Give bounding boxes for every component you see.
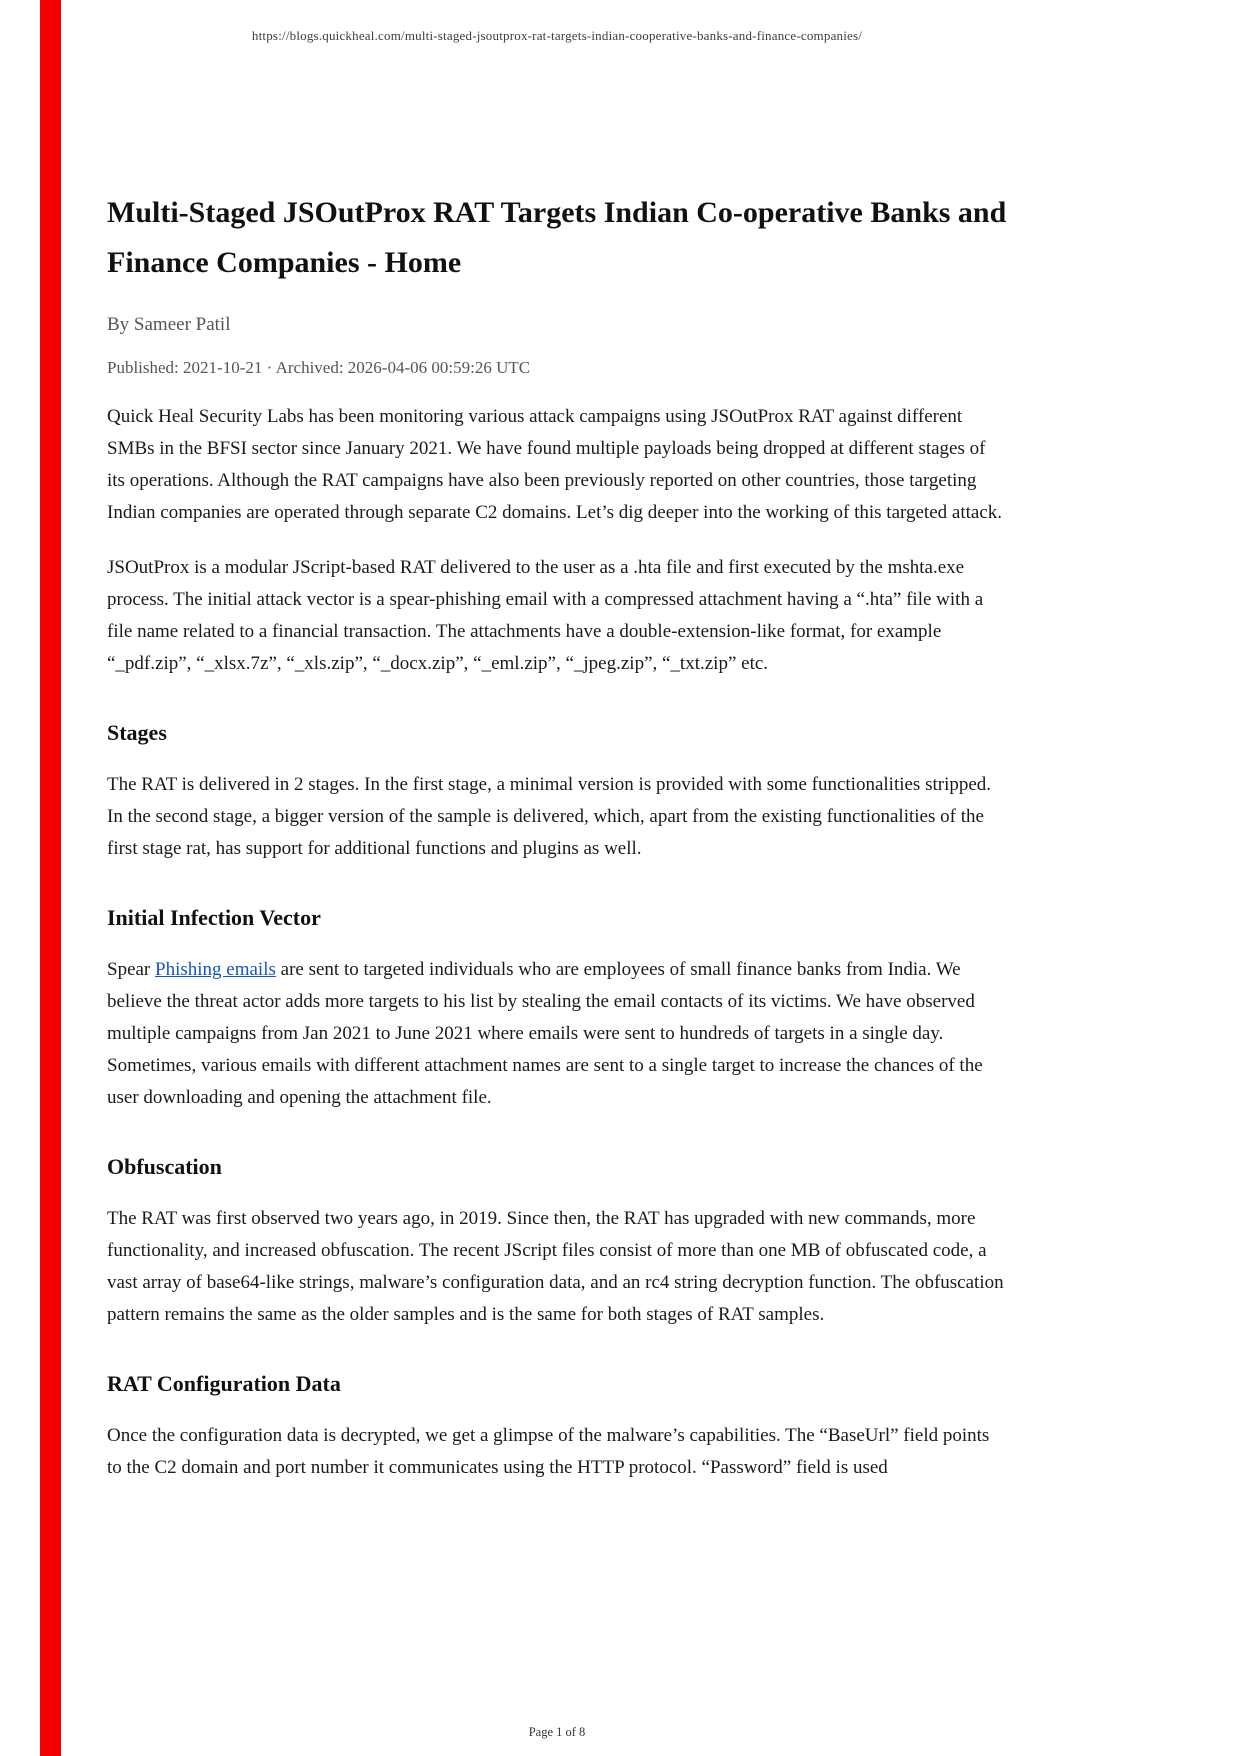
- paragraph-intro-1: Quick Heal Security Labs has been monitoring various attack campaigns using JSOutProx RAT against different SMBs in the BFSI sector since January 2021. We have found multiple payloads being dropped at different stages of its operations. Although the RAT campaigns have also been previously reported on other countries, those targeting Indian companies are operated through separate C2 domains. Let’s dig deeper into the working of this targeted attack.: [107, 406, 1003, 523]
- section-heading-obfuscation: Obfuscation: [107, 1154, 222, 1179]
- section-heading-stages: Stages: [107, 720, 167, 745]
- paragraph-text-after-link: are sent to targeted individuals who are employees of small finance banks from India. We believe the threat actor adds more targets to his list by stealing the email contacts of its victims. We have observed multiple campaigns from Jan 2021 to June 2021 where emails were sent to hundreds of targets in a single day. Sometimes, various emails with different attachment names are sent to a single target to increase the chances of the user downloading and opening the attachment file.: [107, 959, 983, 1108]
- section-heading-initial-infection-vector: Initial Infection Vector: [107, 905, 321, 930]
- left-margin-stripe: [40, 0, 61, 1756]
- paragraph-stages: The RAT is delivered in 2 stages. In the first stage, a minimal version is provided with some functionalities stripped. In the second stage, a bigger version of the sample is delivered, which, apart from the existing functionalities of the first stage rat, has support for additional functions and plugins as well.: [107, 774, 992, 859]
- publish-meta: Published: 2021-10-21 · Archived: 2026-04-06 00:59:26 UTC: [107, 358, 531, 377]
- page-number: Page 1 of 8: [528, 1725, 586, 1739]
- paragraph-infection-vector: [107, 954, 1007, 1114]
- phishing-emails-link[interactable]: Phishing emails: [155, 959, 276, 980]
- paragraph-obfuscation: The RAT was first observed two years ago, in 2019. Since then, the RAT has upgraded with new commands, more functionality, and increased obfuscation. The recent JScript files consist of more than one MB of obfuscated code, a vast array of base64-like strings, malware’s configuration data, and an rc4 string decryption function. The obfuscation pattern remains the same as the older samples and is the same for both stages of RAT samples.: [107, 1208, 1004, 1325]
- page-title: Multi-Staged JSOutProx RAT Targets Indian Co-operative Banks and Finance Companies - Home: [107, 196, 1007, 279]
- paragraph-text-before-link: Spear: [107, 959, 156, 980]
- paragraph-intro-2: JSOutProx is a modular JScript-based RAT delivered to the user as a .hta file and first executed by the mshta.exe process. The initial attack vector is a spear-phishing email with a compressed attachment having a “.hta” file with a file name related to a financial transaction. The attachments have a double-extension-like format, for example “_pdf.zip”, “_xlsx.7z”, “_xls.zip”, “_docx.zip”, “_eml.zip”, “_jpeg.zip”, “_txt.zip” etc.: [107, 557, 984, 674]
- byline: By Sameer Patil: [107, 314, 231, 335]
- source-url: https://blogs.quickheal.com/multi-staged-jsoutprox-rat-targets-indian-cooperative-banks-and-finance-companies/: [251, 28, 863, 43]
- paragraph-rat-configuration: Once the configuration data is decrypted, we get a glimpse of the malware’s capabilities. The “BaseUrl” field points to the C2 domain and port number it communicates using the HTTP protocol. “Password” field is used: [107, 1425, 990, 1478]
- article-content: [107, 0, 1007, 1484]
- section-heading-rat-configuration-data: RAT Configuration Data: [107, 1371, 341, 1396]
